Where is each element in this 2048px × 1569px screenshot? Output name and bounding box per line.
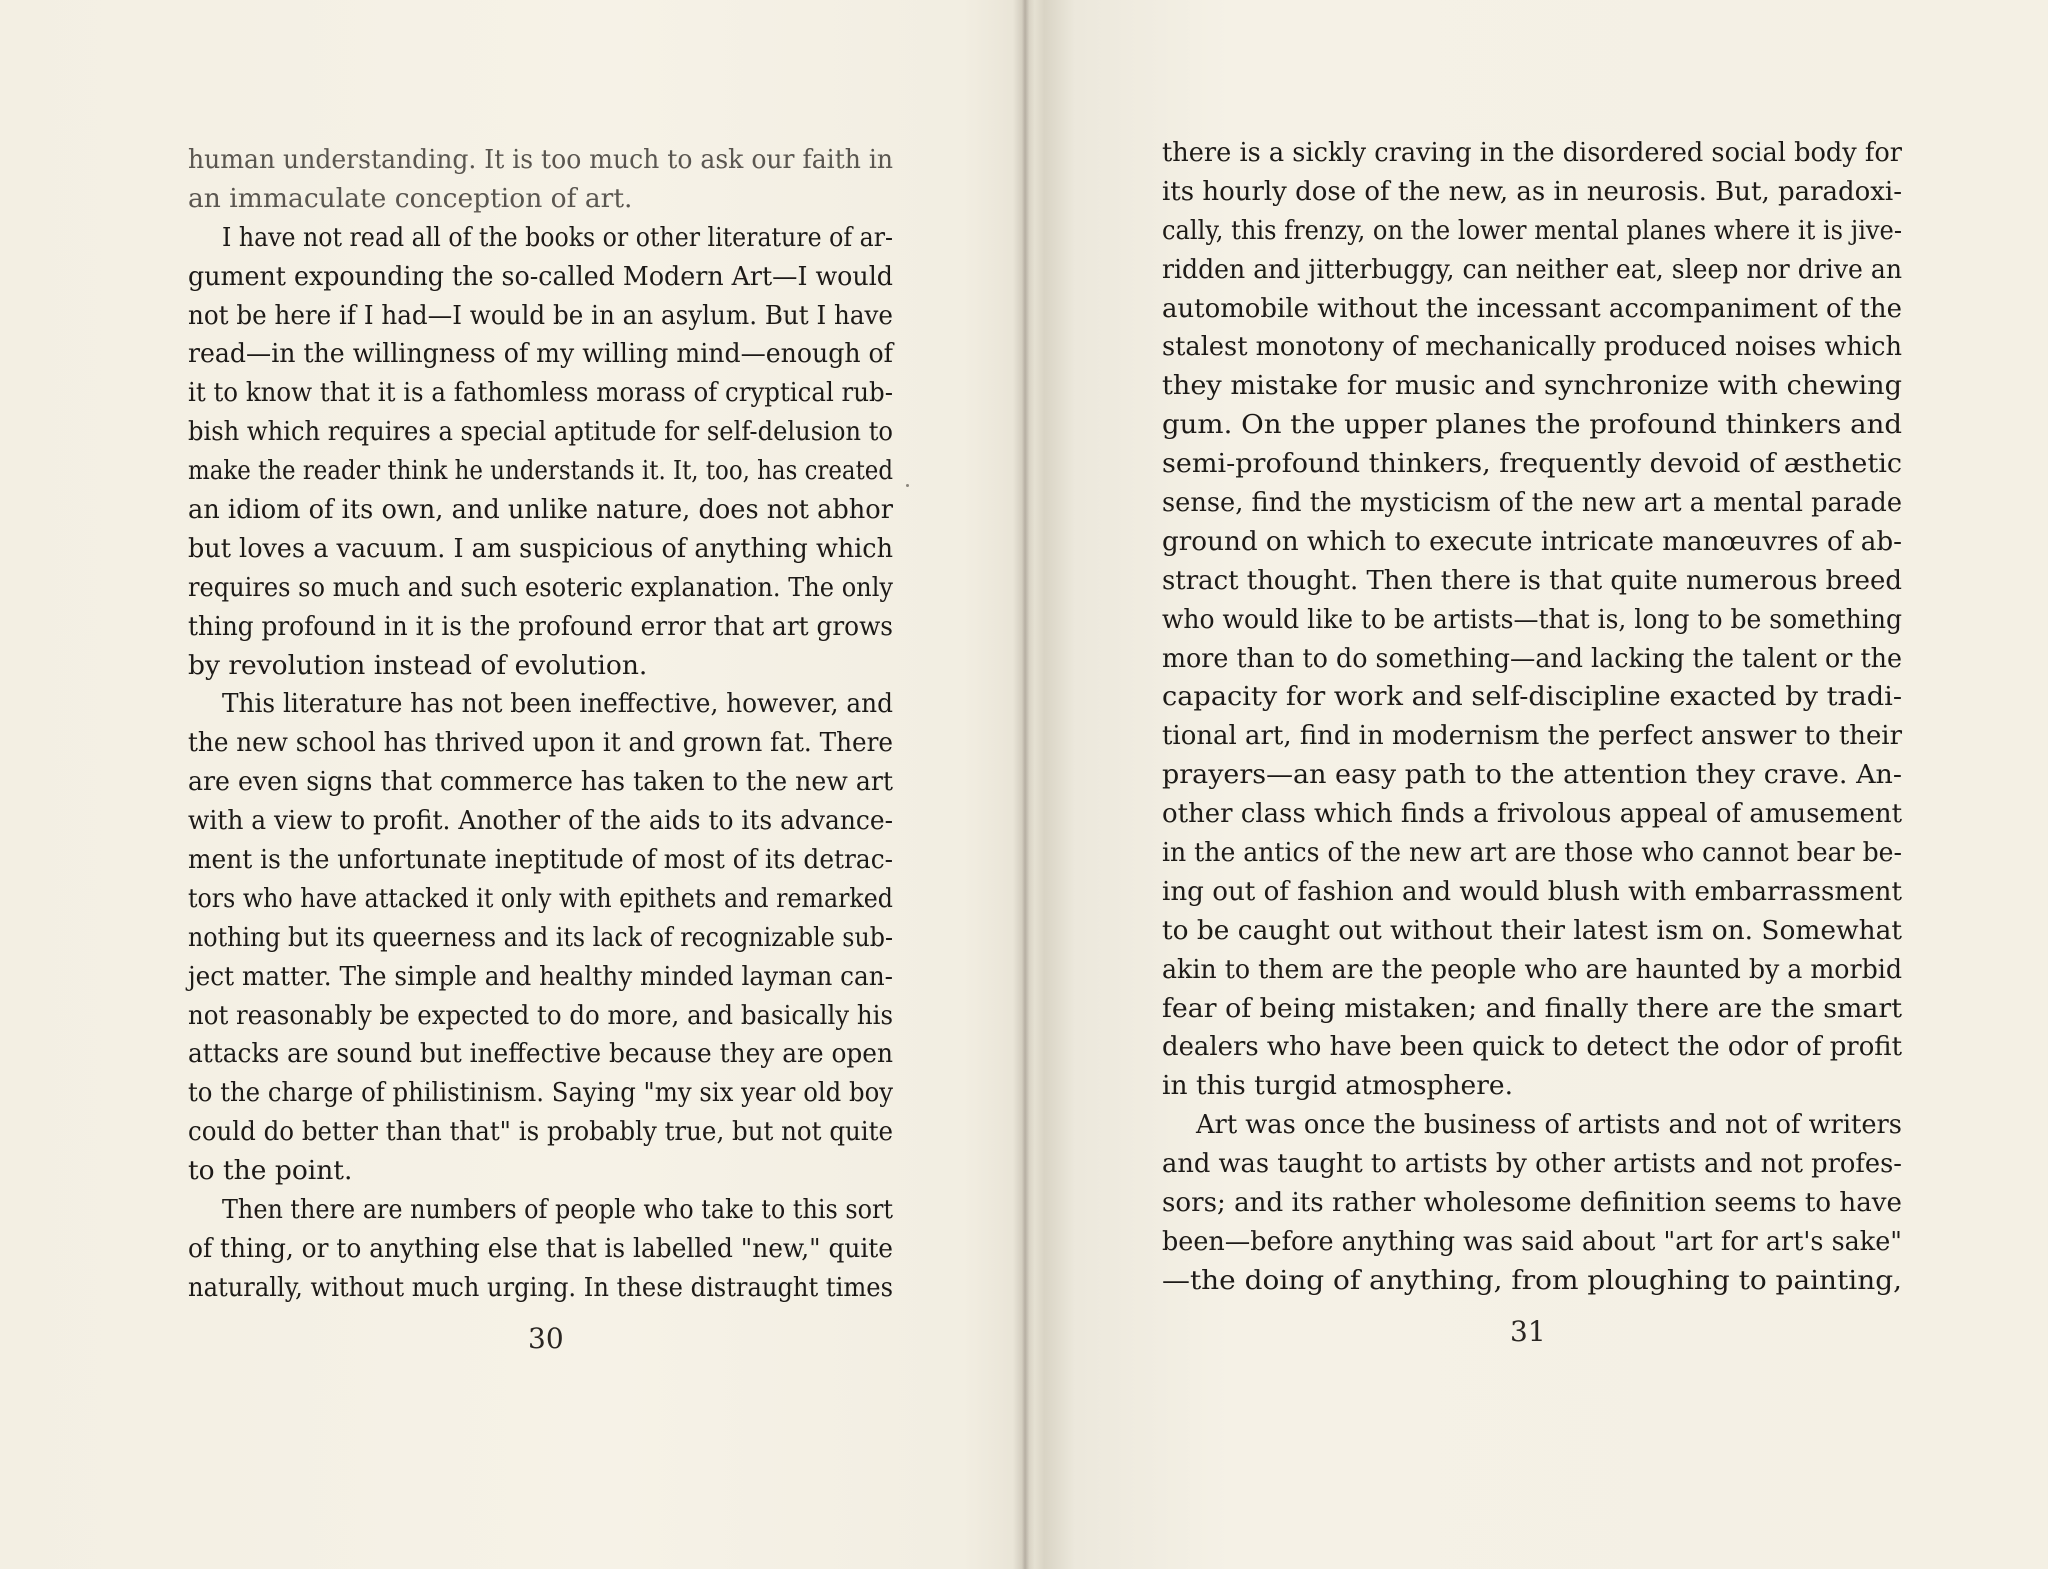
- text-line: This literature has not been ineffective, however, and: [222, 688, 893, 720]
- text-line: there is a sickly craving in the disordered social body for: [1162, 137, 1902, 168]
- text-line: semi-profound thinkers, frequently devoid of æsthetic: [1162, 448, 1902, 480]
- text-line: requires so much and such esoteric explanation. The only: [188, 571, 893, 603]
- text-line: ridden and jitterbuggy, can neither eat, sleep nor drive an: [1162, 253, 1902, 285]
- text-line: but loves a vacuum. I am suspicious of anything which: [188, 532, 893, 564]
- page-number-right: 31: [1510, 1315, 1546, 1348]
- text-line: stract thought. Then there is that quite numerous breed: [1162, 564, 1902, 596]
- left-page: [0, 0, 1018, 1569]
- text-line: thing profound in it is the profound error that art grows: [188, 610, 893, 642]
- text-line: prayers—an easy path to the attention they crave. An-: [1162, 759, 1902, 791]
- text-line: in this turgid atmosphere.: [1162, 1070, 1514, 1102]
- text-line: it to know that it is a fathomless morass of cryptical rub-: [188, 377, 893, 409]
- text-line: to the point.: [188, 1155, 353, 1187]
- text-line: and was taught to artists by other artists and not profes-: [1162, 1148, 1902, 1180]
- text-line: the new school has thrived upon it and grown fat. There: [188, 727, 893, 759]
- text-line: by revolution instead of evolution.: [188, 649, 648, 681]
- text-line: ject matter. The simple and healthy minded layman can-: [188, 960, 893, 992]
- text-line: an idiom of its own, and unlike nature, does not abhor: [188, 494, 893, 526]
- text-line: gum. On the upper planes the profound thinkers and: [1162, 409, 1902, 441]
- left-page-text: [188, 141, 893, 1308]
- text-line: tors who have attacked it only with epithets and remarked: [188, 882, 893, 914]
- text-line: read—in the willingness of my willing mind—enough of: [188, 338, 893, 370]
- text-line: to the charge of philistinism. Saying "my six year old boy: [188, 1077, 893, 1109]
- text-line: human understanding. It is too much to ask our faith in: [188, 144, 893, 175]
- text-line: ing out of fashion and would blush with embarrassment: [1162, 875, 1902, 907]
- text-line: more than to do something—and lacking the talent or the: [1162, 642, 1902, 674]
- text-line: not be here if I had—I would be in an asylum. But I have: [188, 299, 893, 331]
- text-line: in the antics of the new art are those who cannot bear be-: [1162, 837, 1902, 869]
- text-line: its hourly dose of the new, as in neurosis. But, paradoxi-: [1162, 175, 1902, 207]
- text-line: cally, this frenzy, on the lower mental planes where it is jive-: [1162, 214, 1902, 246]
- text-line: naturally, without much urging. In these distraught times: [188, 1271, 893, 1303]
- text-line: they mistake for music and synchronize with chewing: [1162, 370, 1902, 402]
- text-line: akin to them are the people who are haunted by a morbid: [1162, 953, 1902, 985]
- text-line: automobile without the incessant accompaniment of the: [1162, 292, 1902, 324]
- text-line: ment is the unfortunate ineptitude of most of its detrac-: [188, 844, 893, 876]
- text-line: an immaculate conception of art.: [188, 182, 633, 214]
- text-line: ground on which to execute intricate manœuvres of ab-: [1162, 525, 1902, 557]
- text-line: make the reader think he understands it. It, too, has created: [188, 455, 893, 487]
- text-line: bish which requires a special aptitude for self-delusion to: [188, 416, 893, 448]
- page-number-left: 30: [528, 1322, 564, 1355]
- text-line: are even signs that commerce has taken to the new art: [188, 766, 893, 798]
- text-line: been—before anything was said about "art for art's sake": [1162, 1225, 1902, 1257]
- text-line: to be caught out without their latest ism on. Somewhat: [1162, 914, 1902, 946]
- right-page: [1030, 0, 2048, 1569]
- text-line: I have not read all of the books or other literature of ar-: [222, 221, 893, 253]
- text-line: who would like to be artists—that is, long to be something: [1162, 603, 1902, 635]
- text-line: Then there are numbers of people who take to this sort: [222, 1194, 893, 1226]
- text-line: stalest monotony of mechanically produced noises which: [1162, 331, 1902, 363]
- text-line: tional art, find in modernism the perfect answer to their: [1162, 720, 1902, 752]
- text-line: nothing but its queerness and its lack of recognizable sub-: [188, 921, 893, 953]
- text-line: —the doing of anything, from ploughing to painting,: [1162, 1264, 1902, 1296]
- text-line: Art was once the business of artists and not of writers: [1196, 1109, 1902, 1141]
- text-line: dealers who have been quick to detect the odor of profit: [1162, 1031, 1902, 1063]
- text-line: of thing, or to anything else that is labelled "new," quite: [188, 1232, 893, 1264]
- text-line: fear of being mistaken; and finally there are the smart: [1162, 992, 1902, 1024]
- text-line: sense, find the mysticism of the new art a mental parade: [1162, 487, 1902, 519]
- text-line: with a view to profit. Another of the aids to its advance-: [188, 805, 893, 837]
- text-line: capacity for work and self-discipline exacted by tradi-: [1162, 681, 1902, 713]
- text-line: sors; and its rather wholesome definition seems to have: [1162, 1187, 1902, 1219]
- right-page-text: [1162, 134, 1902, 1301]
- paper-speck: [906, 484, 909, 487]
- text-line: other class which finds a frivolous appeal of amusement: [1162, 798, 1902, 830]
- text-line: gument expounding the so-called Modern Art—I would: [188, 260, 893, 292]
- text-line: not reasonably be expected to do more, and basically his: [188, 999, 893, 1031]
- text-line: attacks are sound but ineffective because they are open: [188, 1038, 893, 1070]
- text-line: could do better than that" is probably true, but not quite: [188, 1116, 893, 1148]
